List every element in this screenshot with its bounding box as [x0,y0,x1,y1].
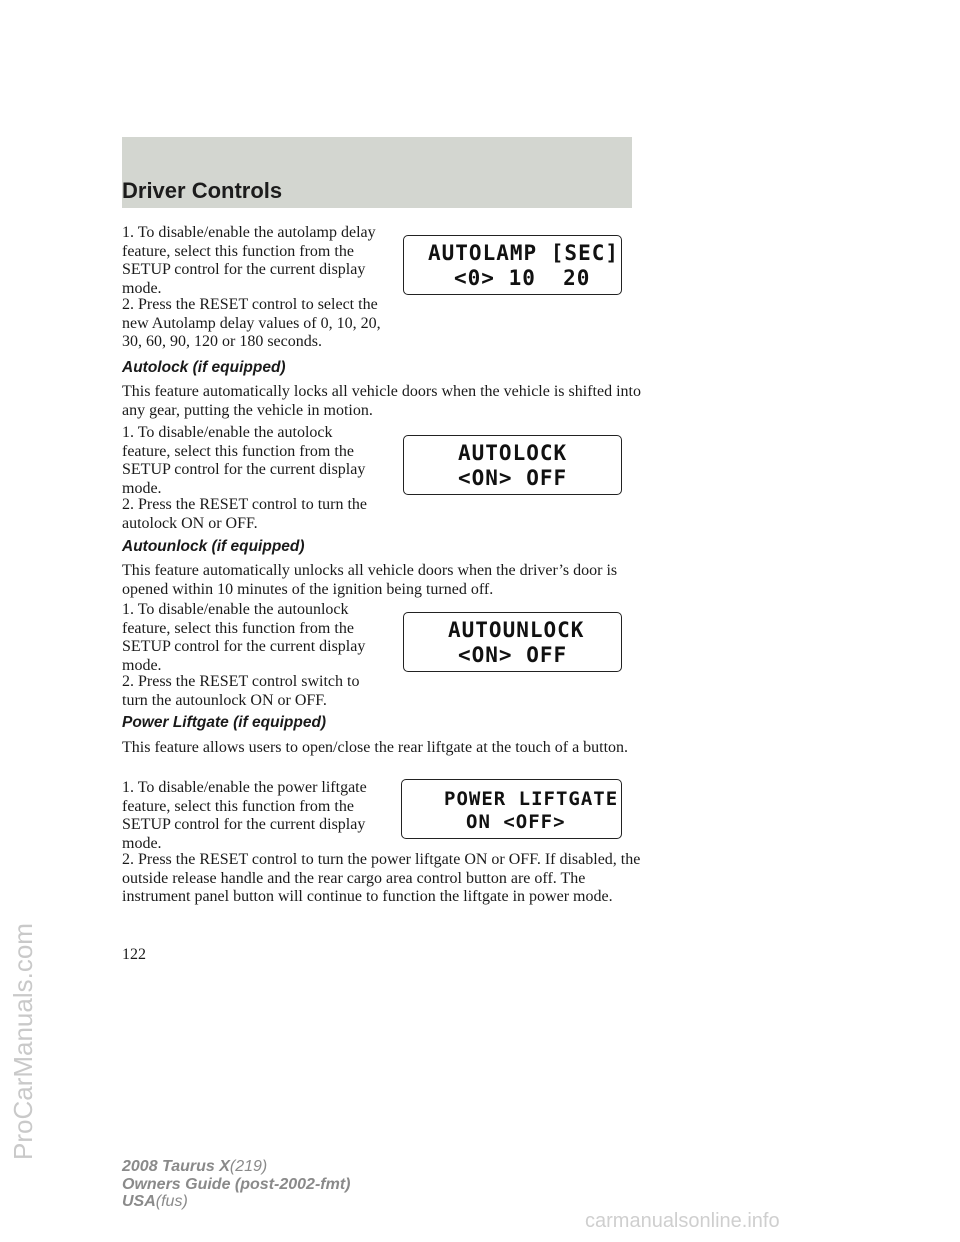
autolock-display [403,435,622,495]
page-number: 122 [122,946,146,963]
liftgate-intro: This feature allows users to open/close the rear liftgate at the touch of a button. [122,739,629,756]
page-title: Driver Controls [122,178,283,203]
footer [122,1158,350,1211]
bottom-watermark: carmanualsonline.info [585,1210,780,1232]
autolamp-display-line2: <0> 10 20 [454,266,591,290]
autolamp-display [403,235,622,295]
autolamp-step2: 2. Press the RESET control to select the new Autolamp delay values of 0, 10, 20, 30, 60, 90, 120 or 180 seconds. [122,296,381,350]
autolock-display-line1: AUTOLOCK [458,441,568,465]
liftgate-heading: Power Liftgate (if equipped) [122,714,327,731]
autounlock-step1: 1. To disable/enable the autounlock feature, select this function from the SETUP control for the current display mode. [122,601,366,674]
autolock-step2: 2. Press the RESET control to turn the autolock ON or OFF. [122,496,368,532]
liftgate-step2: 2. Press the RESET control to turn the power liftgate ON or OFF. If disabled, the outside release handle and the rear cargo area control button are off. The instrument panel button will continue to function the liftgate in power mode. [122,851,641,905]
footer-line-model [122,1158,350,1176]
footer-market: USA [122,1193,156,1210]
autolamp-step1: 1. To disable/enable the autolamp delay feature, select this function from the SETUP control for the current display mode. [122,224,376,297]
autolock-step1: 1. To disable/enable the autolock feature, select this function from the SETUP control for the current display mode. [122,424,366,497]
footer-model: 2008 Taurus X [122,1158,230,1175]
autolamp-display-line1: AUTOLAMP [SEC] [428,241,620,265]
autounlock-intro: This feature automatically unlocks all vehicle doors when the driver’s door is opened within 10 minutes of the ignition being turned off. [122,562,618,598]
liftgate-display [401,779,622,839]
footer-guide: Owners Guide (post-2002-fmt) [122,1175,351,1193]
footer-market-code: (fus) [155,1193,188,1210]
autounlock-heading: Autounlock (if equipped) [122,538,305,555]
side-watermark: ProCarManuals.com [8,923,38,1160]
autolock-heading: Autolock (if equipped) [122,359,286,376]
autounlock-display-line2: <ON> OFF [458,643,568,667]
footer-line-guide [122,1176,350,1194]
autolock-display-line2: <ON> OFF [458,466,568,490]
autounlock-step2: 2. Press the RESET control switch to turn the autounlock ON or OFF. [122,673,360,709]
liftgate-display-line1: POWER LIFTGATE [444,788,619,810]
autounlock-display-line1: AUTOUNLOCK [448,618,585,642]
autounlock-display [403,612,622,672]
liftgate-step1: 1. To disable/enable the power liftgate feature, select this function from the SETUP control for the current display mode. [122,779,367,852]
liftgate-display-line2: ON <OFF> [466,811,566,833]
footer-model-code: (219) [229,1158,268,1175]
footer-line-market [122,1193,350,1211]
autolock-intro: This feature automatically locks all vehicle doors when the vehicle is shifted into any gear, putting the vehicle in motion. [122,383,641,419]
